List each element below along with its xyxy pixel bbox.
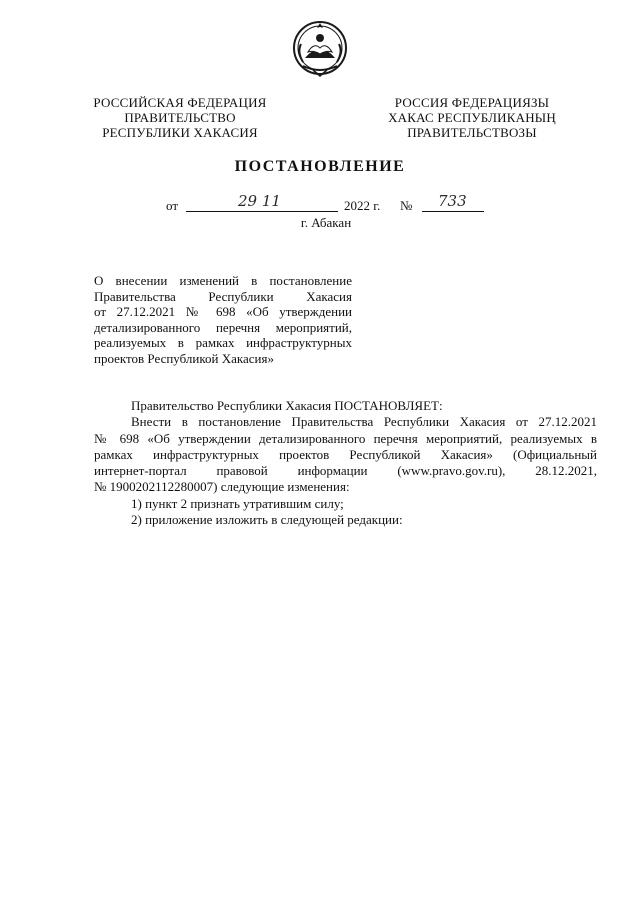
- list-item: 1) пункт 2 признать утратившим силу;: [131, 495, 344, 511]
- year-label: 2022 г.: [344, 198, 381, 213]
- intro-line: Правительство Республики Хакасия ПОСТАНОВЛЯЕТ:: [131, 398, 443, 413]
- subject-line: реализуемых в рамках инфраструктурных: [94, 335, 352, 351]
- handwritten-date: 29 11: [238, 192, 281, 210]
- body-text: [94, 398, 597, 528]
- header-left-line: РЕСПУБЛИКИ ХАКАСИЯ: [102, 125, 258, 140]
- header-left-line: ПРАВИТЕЛЬСТВО: [124, 110, 236, 125]
- header-right-line: ХАКАС РЕСПУБЛИКАНЫҢ: [388, 110, 556, 125]
- subject-line: детализированного перечня мероприятий,: [94, 319, 352, 335]
- header-right-line: ПРАВИТЕЛЬСТВОЗЫ: [407, 125, 537, 140]
- coat-of-arms-icon: [291, 18, 349, 80]
- header-right-line: РОССИЯ ФЕДЕРАЦИЯЗЫ: [394, 95, 550, 110]
- document-type-title: ПОСТАНОВЛЕНИЕ: [234, 158, 406, 175]
- number-label: №: [400, 198, 413, 213]
- handwritten-number: 733: [438, 192, 467, 210]
- subject-line: Правительства Республики Хакасия: [94, 288, 352, 304]
- subject-block: [94, 273, 352, 367]
- subject-line: от 27.12.2021 № 698 «Об утверждении: [94, 304, 352, 320]
- city-label: г. Абакан: [300, 215, 352, 230]
- subject-line: О внесении изменений в постановление: [94, 273, 352, 288]
- header-left: [82, 95, 278, 140]
- paragraph-line: № 698 «Об утверждении детализированного перечня мероприятий, реализуемых в: [94, 430, 597, 446]
- header-right: [372, 95, 572, 140]
- paragraph-line: Внести в постановление Правительства Республики Хакасия от 27.12.2021: [131, 414, 597, 430]
- paragraph-line: № 1900202112280007) следующие изменения:: [94, 479, 350, 495]
- paragraph-line: рамках инфраструктурных проектов Республикой Хакасия» (Официальный: [94, 446, 597, 462]
- subject-line: проектов Республикой Хакасия»: [94, 350, 274, 366]
- header-left-line: РОССИЙСКАЯ ФЕДЕРАЦИЯ: [93, 95, 267, 110]
- list-item: 2) приложение изложить в следующей редакции:: [131, 512, 403, 528]
- date-number-line: [166, 192, 506, 216]
- from-label: от: [166, 198, 179, 213]
- paragraph-line: интернет-портал правовой информации (www.pravo.gov.ru), 28.12.2021,: [94, 463, 597, 479]
